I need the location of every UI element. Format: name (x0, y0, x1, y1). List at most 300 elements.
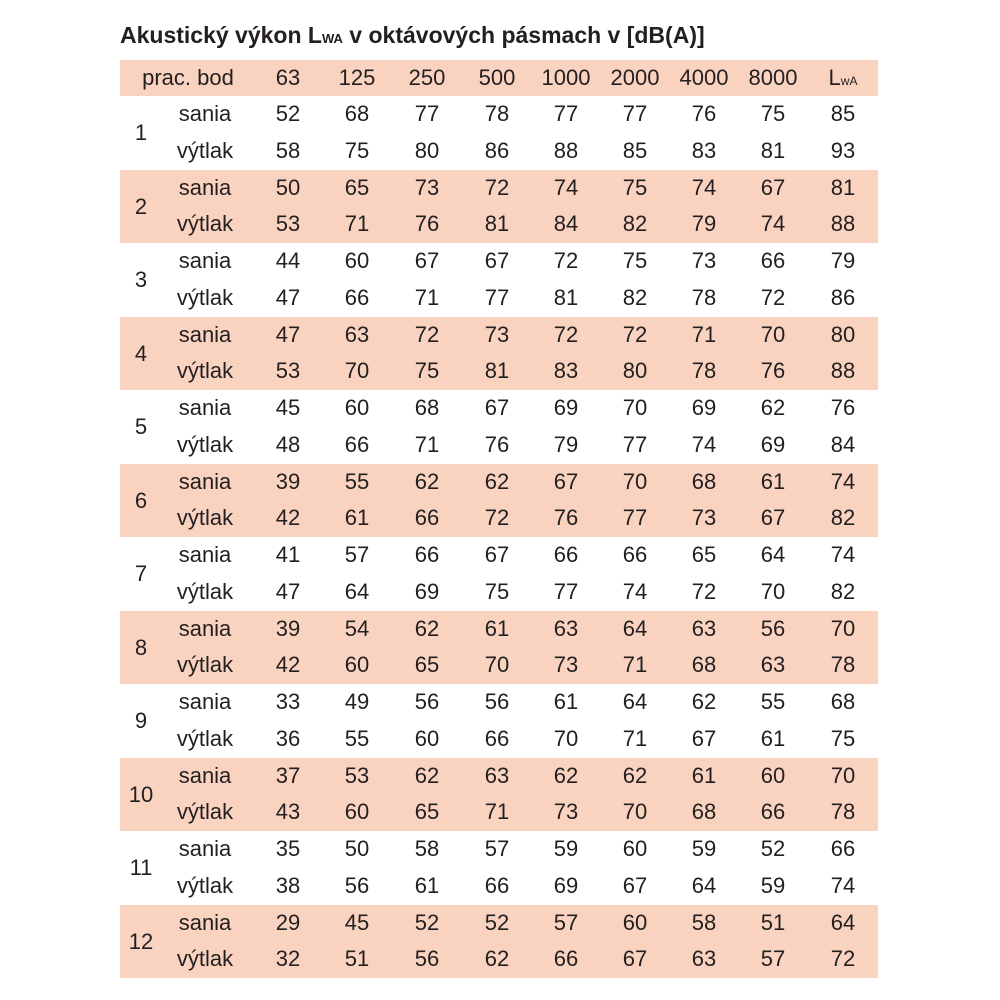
cell-band-500: 67 (484, 248, 510, 273)
cell-band-8000: 70 (760, 321, 786, 347)
cell-band-4000: 74 (691, 431, 717, 457)
cell-band-250: 60 (414, 725, 440, 751)
cell-band-4000: 61 (691, 762, 717, 788)
cell-band-8000: 67 (760, 174, 786, 200)
cell-lwa-total: 70 (830, 762, 856, 788)
acoustic-power-table (120, 60, 878, 978)
cell-band-4000: 83 (691, 137, 717, 163)
cell-band-63: 32 (275, 946, 301, 972)
cell-band-250: 62 (414, 468, 440, 494)
cell-band-2000: 77 (622, 431, 648, 457)
cell-band-125: 57 (344, 542, 370, 567)
operating-point-10 (120, 758, 878, 832)
cell-band-125: 45 (344, 909, 370, 935)
cell-band-8000: 57 (760, 946, 786, 972)
cell-band-125: 75 (344, 137, 370, 163)
cell-band-2000: 64 (622, 689, 648, 714)
cell-lwa-total: 68 (830, 689, 856, 714)
cell-band-4000: 59 (691, 836, 717, 861)
cell-band-500: 70 (484, 652, 510, 678)
cell-band-4000: 63 (691, 615, 717, 641)
cell-band-500: 81 (484, 358, 510, 384)
header-band-1000: 1000 (541, 65, 591, 90)
table-row-sania (120, 537, 878, 573)
operating-point-12 (120, 905, 878, 979)
cell-band-63: 53 (275, 211, 301, 237)
cell-band-2000: 74 (622, 578, 648, 604)
cell-band-250: 56 (414, 689, 440, 714)
cell-band-2000: 80 (622, 358, 648, 384)
operating-point-2 (120, 170, 878, 244)
operating-point-number: 8 (134, 634, 148, 660)
table-row-vytlak (120, 133, 878, 169)
row-label-vytlak: výtlak (176, 799, 234, 825)
cell-band-4000: 73 (691, 248, 717, 273)
cell-band-125: 54 (344, 615, 370, 641)
table-row-vytlak (120, 500, 878, 536)
row-label-sania: sania (178, 468, 232, 494)
cell-band-500: 78 (484, 101, 510, 126)
cell-band-250: 67 (414, 248, 440, 273)
cell-lwa-total: 78 (830, 799, 856, 825)
operating-point-number: 9 (134, 708, 148, 733)
cell-band-63: 38 (275, 872, 301, 898)
cell-band-8000: 81 (760, 137, 786, 163)
row-label-vytlak: výtlak (176, 725, 234, 751)
cell-lwa-total: 88 (830, 358, 856, 384)
cell-band-4000: 69 (691, 395, 717, 420)
cell-band-8000: 75 (760, 101, 786, 126)
cell-band-1000: 66 (553, 946, 579, 972)
cell-band-500: 57 (484, 836, 510, 861)
cell-band-2000: 82 (622, 284, 648, 310)
cell-band-125: 49 (344, 689, 370, 714)
row-label-sania: sania (178, 174, 232, 200)
cell-band-500: 73 (484, 321, 510, 347)
cell-band-1000: 61 (553, 689, 579, 714)
cell-band-250: 65 (414, 799, 440, 825)
row-label-vytlak: výtlak (176, 431, 234, 457)
cell-band-2000: 66 (622, 542, 648, 567)
row-label-sania: sania (178, 248, 232, 273)
operating-point-number: 5 (134, 414, 148, 439)
cell-band-4000: 74 (691, 174, 717, 200)
cell-band-125: 65 (344, 174, 370, 200)
cell-band-500: 61 (484, 615, 510, 641)
cell-lwa-total: 64 (830, 909, 856, 935)
cell-band-250: 77 (414, 101, 440, 126)
table-row-vytlak (120, 574, 878, 610)
table-row-sania (120, 317, 878, 353)
cell-band-125: 60 (344, 248, 370, 273)
row-label-sania: sania (178, 395, 232, 420)
cell-band-63: 42 (275, 652, 301, 678)
cell-band-250: 75 (414, 358, 440, 384)
cell-band-4000: 68 (691, 468, 717, 494)
cell-band-250: 69 (414, 578, 440, 604)
cell-band-63: 53 (275, 358, 301, 384)
cell-band-1000: 77 (553, 578, 579, 604)
cell-band-1000: 62 (553, 762, 579, 788)
table-row-vytlak (120, 868, 878, 904)
cell-band-250: 58 (414, 836, 440, 861)
operating-point-8 (120, 611, 878, 685)
cell-band-63: 50 (275, 174, 301, 200)
operating-point-6 (120, 464, 878, 538)
row-label-sania: sania (178, 321, 232, 347)
cell-band-8000: 55 (760, 689, 786, 714)
cell-band-1000: 84 (553, 211, 579, 237)
cell-band-2000: 67 (622, 946, 648, 972)
cell-band-63: 42 (275, 505, 301, 531)
cell-band-500: 66 (484, 725, 510, 751)
cell-band-500: 76 (484, 431, 510, 457)
cell-band-2000: 85 (622, 137, 648, 163)
cell-band-125: 60 (344, 395, 370, 420)
cell-band-500: 62 (484, 946, 510, 972)
row-label-sania: sania (178, 909, 232, 935)
cell-band-125: 70 (344, 358, 370, 384)
cell-lwa-total: 88 (830, 211, 856, 237)
cell-band-1000: 77 (553, 101, 579, 126)
cell-band-1000: 72 (553, 321, 579, 347)
cell-lwa-total: 93 (830, 137, 856, 163)
cell-band-500: 67 (484, 395, 510, 420)
cell-lwa-total: 79 (830, 248, 856, 273)
cell-band-4000: 68 (691, 652, 717, 678)
header-band-2000: 2000 (610, 65, 660, 90)
cell-lwa-total: 82 (830, 578, 856, 604)
table-row-sania (120, 611, 878, 647)
cell-band-4000: 67 (691, 725, 717, 751)
cell-band-2000: 67 (622, 872, 648, 898)
cell-band-63: 36 (275, 725, 301, 751)
cell-band-63: 33 (275, 689, 301, 714)
cell-band-1000: 67 (553, 468, 579, 494)
operating-point-3 (120, 243, 878, 317)
row-label-sania: sania (178, 615, 232, 641)
row-label-vytlak: výtlak (176, 358, 234, 384)
cell-band-500: 63 (484, 762, 510, 788)
cell-lwa-total: 85 (830, 101, 856, 126)
cell-band-125: 56 (344, 872, 370, 898)
title-suffix: v oktávových pásmach v [dB(A)] (342, 22, 705, 48)
cell-band-8000: 51 (760, 909, 786, 935)
cell-band-1000: 74 (553, 174, 579, 200)
cell-band-250: 76 (414, 211, 440, 237)
cell-band-125: 55 (344, 725, 370, 751)
cell-lwa-total: 66 (830, 836, 856, 861)
table-row-vytlak (120, 206, 878, 242)
cell-band-8000: 52 (760, 836, 786, 861)
cell-band-2000: 75 (622, 174, 648, 200)
cell-band-500: 72 (484, 174, 510, 200)
cell-band-8000: 59 (760, 872, 786, 898)
cell-band-8000: 74 (760, 211, 786, 237)
cell-band-4000: 72 (691, 578, 717, 604)
cell-band-63: 45 (275, 395, 301, 420)
operating-point-1 (120, 96, 878, 170)
cell-band-125: 63 (344, 321, 370, 347)
cell-band-2000: 82 (622, 211, 648, 237)
cell-band-4000: 76 (691, 101, 717, 126)
cell-band-250: 72 (414, 321, 440, 347)
cell-band-63: 52 (275, 101, 301, 126)
cell-band-8000: 70 (760, 578, 786, 604)
operating-point-number: 4 (134, 340, 148, 366)
cell-band-2000: 70 (622, 395, 648, 420)
cell-band-4000: 73 (691, 505, 717, 531)
cell-band-125: 50 (344, 836, 370, 861)
header-band-500: 500 (478, 65, 516, 90)
cell-band-1000: 70 (553, 725, 579, 751)
cell-band-250: 56 (414, 946, 440, 972)
title-prefix: Akustický výkon L (120, 22, 322, 48)
cell-band-4000: 62 (691, 689, 717, 714)
cell-band-125: 60 (344, 652, 370, 678)
table-row-sania (120, 96, 878, 132)
operating-point-number: 10 (128, 781, 154, 807)
cell-band-4000: 78 (691, 358, 717, 384)
cell-band-1000: 59 (553, 836, 579, 861)
cell-band-63: 39 (275, 468, 301, 494)
operating-point-7 (120, 537, 878, 611)
cell-band-125: 68 (344, 101, 370, 126)
cell-band-2000: 60 (622, 836, 648, 861)
row-label-vytlak: výtlak (176, 946, 234, 972)
cell-band-2000: 72 (622, 321, 648, 347)
cell-band-8000: 62 (760, 395, 786, 420)
cell-band-4000: 63 (691, 946, 717, 972)
cell-band-500: 67 (484, 542, 510, 567)
cell-band-250: 61 (414, 872, 440, 898)
cell-band-1000: 79 (553, 431, 579, 457)
table-title (120, 18, 705, 52)
table-row-vytlak (120, 794, 878, 830)
cell-band-500: 56 (484, 689, 510, 714)
cell-band-500: 77 (484, 284, 510, 310)
cell-band-2000: 62 (622, 762, 648, 788)
table-row-vytlak (120, 721, 878, 757)
cell-lwa-total: 78 (830, 652, 856, 678)
row-label-sania: sania (178, 689, 232, 714)
cell-band-1000: 63 (553, 615, 579, 641)
cell-band-250: 71 (414, 431, 440, 457)
table-row-sania (120, 684, 878, 720)
cell-lwa-total: 74 (830, 468, 856, 494)
cell-lwa-total: 75 (830, 725, 856, 751)
cell-band-63: 47 (275, 578, 301, 604)
operating-point-number: 1 (134, 120, 148, 145)
table-row-vytlak (120, 941, 878, 977)
cell-band-250: 71 (414, 284, 440, 310)
header-total-main: L (828, 65, 841, 90)
cell-band-1000: 69 (553, 872, 579, 898)
cell-band-500: 86 (484, 137, 510, 163)
operating-point-number: 7 (134, 561, 148, 586)
cell-band-2000: 60 (622, 909, 648, 935)
cell-band-2000: 70 (622, 799, 648, 825)
cell-band-1000: 81 (553, 284, 579, 310)
cell-band-1000: 73 (553, 799, 579, 825)
cell-band-125: 66 (344, 284, 370, 310)
operating-point-number: 2 (134, 193, 148, 219)
cell-band-250: 80 (414, 137, 440, 163)
cell-band-8000: 69 (760, 431, 786, 457)
cell-band-1000: 76 (553, 505, 579, 531)
cell-band-500: 81 (484, 211, 510, 237)
cell-band-2000: 64 (622, 615, 648, 641)
cell-band-125: 60 (344, 799, 370, 825)
table-row-vytlak (120, 647, 878, 683)
cell-band-1000: 69 (553, 395, 579, 420)
cell-band-250: 66 (414, 542, 440, 567)
cell-band-2000: 70 (622, 468, 648, 494)
cell-lwa-total: 80 (830, 321, 856, 347)
table-row-vytlak (120, 280, 878, 316)
table-header-row (120, 60, 878, 96)
operating-point-number: 6 (134, 487, 148, 513)
header-band-250: 250 (408, 65, 446, 90)
cell-band-8000: 63 (760, 652, 786, 678)
header-band-8000: 8000 (748, 65, 798, 90)
cell-band-500: 66 (484, 872, 510, 898)
row-label-sania: sania (178, 836, 232, 861)
cell-band-4000: 64 (691, 872, 717, 898)
cell-band-125: 51 (344, 946, 370, 972)
cell-band-4000: 78 (691, 284, 717, 310)
table-row-sania (120, 905, 878, 941)
cell-band-1000: 88 (553, 137, 579, 163)
cell-lwa-total: 74 (830, 872, 856, 898)
row-label-vytlak: výtlak (176, 211, 234, 237)
cell-band-4000: 58 (691, 909, 717, 935)
cell-lwa-total: 84 (830, 431, 856, 457)
cell-band-250: 62 (414, 615, 440, 641)
cell-lwa-total: 72 (830, 946, 856, 972)
cell-band-1000: 83 (553, 358, 579, 384)
cell-band-8000: 61 (760, 725, 786, 751)
cell-band-250: 68 (414, 395, 440, 420)
cell-band-63: 43 (275, 799, 301, 825)
cell-lwa-total: 81 (830, 174, 856, 200)
cell-band-500: 75 (484, 578, 510, 604)
cell-band-2000: 75 (622, 248, 648, 273)
cell-band-125: 66 (344, 431, 370, 457)
row-label-vytlak: výtlak (176, 578, 234, 604)
operating-point-4 (120, 317, 878, 391)
cell-band-8000: 67 (760, 505, 786, 531)
table-row-sania (120, 758, 878, 794)
cell-band-8000: 60 (760, 762, 786, 788)
cell-band-63: 39 (275, 615, 301, 641)
cell-band-2000: 71 (622, 725, 648, 751)
cell-lwa-total: 76 (830, 395, 856, 420)
table-row-sania (120, 243, 878, 279)
cell-band-63: 41 (275, 542, 301, 567)
cell-band-63: 29 (275, 909, 301, 935)
cell-lwa-total: 82 (830, 505, 856, 531)
cell-band-250: 66 (414, 505, 440, 531)
cell-band-250: 52 (414, 909, 440, 935)
cell-band-8000: 64 (760, 542, 786, 567)
row-label-vytlak: výtlak (176, 137, 234, 163)
cell-band-500: 71 (484, 799, 510, 825)
table-row-sania (120, 464, 878, 500)
cell-band-125: 61 (344, 505, 370, 531)
row-label-vytlak: výtlak (176, 872, 234, 898)
cell-band-8000: 76 (760, 358, 786, 384)
cell-lwa-total: 74 (830, 542, 856, 567)
cell-band-125: 55 (344, 468, 370, 494)
table-row-sania (120, 831, 878, 867)
cell-band-8000: 66 (760, 799, 786, 825)
row-label-vytlak: výtlak (176, 505, 234, 531)
operating-point-number: 11 (129, 855, 153, 880)
cell-band-125: 71 (344, 211, 370, 237)
cell-band-8000: 72 (760, 284, 786, 310)
cell-band-2000: 71 (622, 652, 648, 678)
cell-band-125: 53 (344, 762, 370, 788)
cell-band-63: 44 (275, 248, 301, 273)
cell-band-63: 47 (275, 284, 301, 310)
cell-band-1000: 73 (553, 652, 579, 678)
operating-point-9 (120, 684, 878, 758)
cell-band-1000: 57 (553, 909, 579, 935)
table-row-sania (120, 390, 878, 426)
title-subscript: WA (321, 31, 343, 46)
row-label-vytlak: výtlak (176, 652, 234, 678)
cell-band-500: 72 (484, 505, 510, 531)
header-band-125: 125 (338, 65, 376, 90)
header-total-lwa (810, 60, 876, 96)
table-row-vytlak (120, 427, 878, 463)
cell-band-63: 35 (275, 836, 301, 861)
row-label-sania: sania (178, 542, 232, 567)
header-band-63: 63 (275, 65, 301, 90)
row-label-sania: sania (178, 101, 232, 126)
cell-band-63: 48 (275, 431, 301, 457)
row-label-sania: sania (178, 762, 232, 788)
header-point-label: prac. bod (142, 65, 234, 90)
cell-lwa-total: 70 (830, 615, 856, 641)
cell-band-1000: 66 (553, 542, 579, 567)
cell-band-1000: 72 (553, 248, 579, 273)
cell-band-8000: 66 (760, 248, 786, 273)
cell-band-8000: 56 (760, 615, 786, 641)
cell-band-2000: 77 (622, 101, 648, 126)
cell-band-63: 37 (275, 762, 301, 788)
cell-band-4000: 68 (691, 799, 717, 825)
operating-point-number: 12 (128, 928, 154, 954)
cell-band-4000: 79 (691, 211, 717, 237)
cell-band-500: 62 (484, 468, 510, 494)
cell-band-250: 62 (414, 762, 440, 788)
table-row-sania (120, 170, 878, 206)
cell-lwa-total: 86 (830, 284, 856, 310)
cell-band-250: 73 (414, 174, 440, 200)
cell-band-2000: 77 (622, 505, 648, 531)
cell-band-500: 52 (484, 909, 510, 935)
operating-point-5 (120, 390, 878, 464)
header-band-4000: 4000 (679, 65, 729, 90)
cell-band-250: 65 (414, 652, 440, 678)
operating-point-number: 3 (134, 267, 148, 292)
cell-band-125: 64 (344, 578, 370, 604)
cell-band-63: 47 (275, 321, 301, 347)
cell-band-4000: 71 (691, 321, 717, 347)
row-label-vytlak: výtlak (176, 284, 234, 310)
